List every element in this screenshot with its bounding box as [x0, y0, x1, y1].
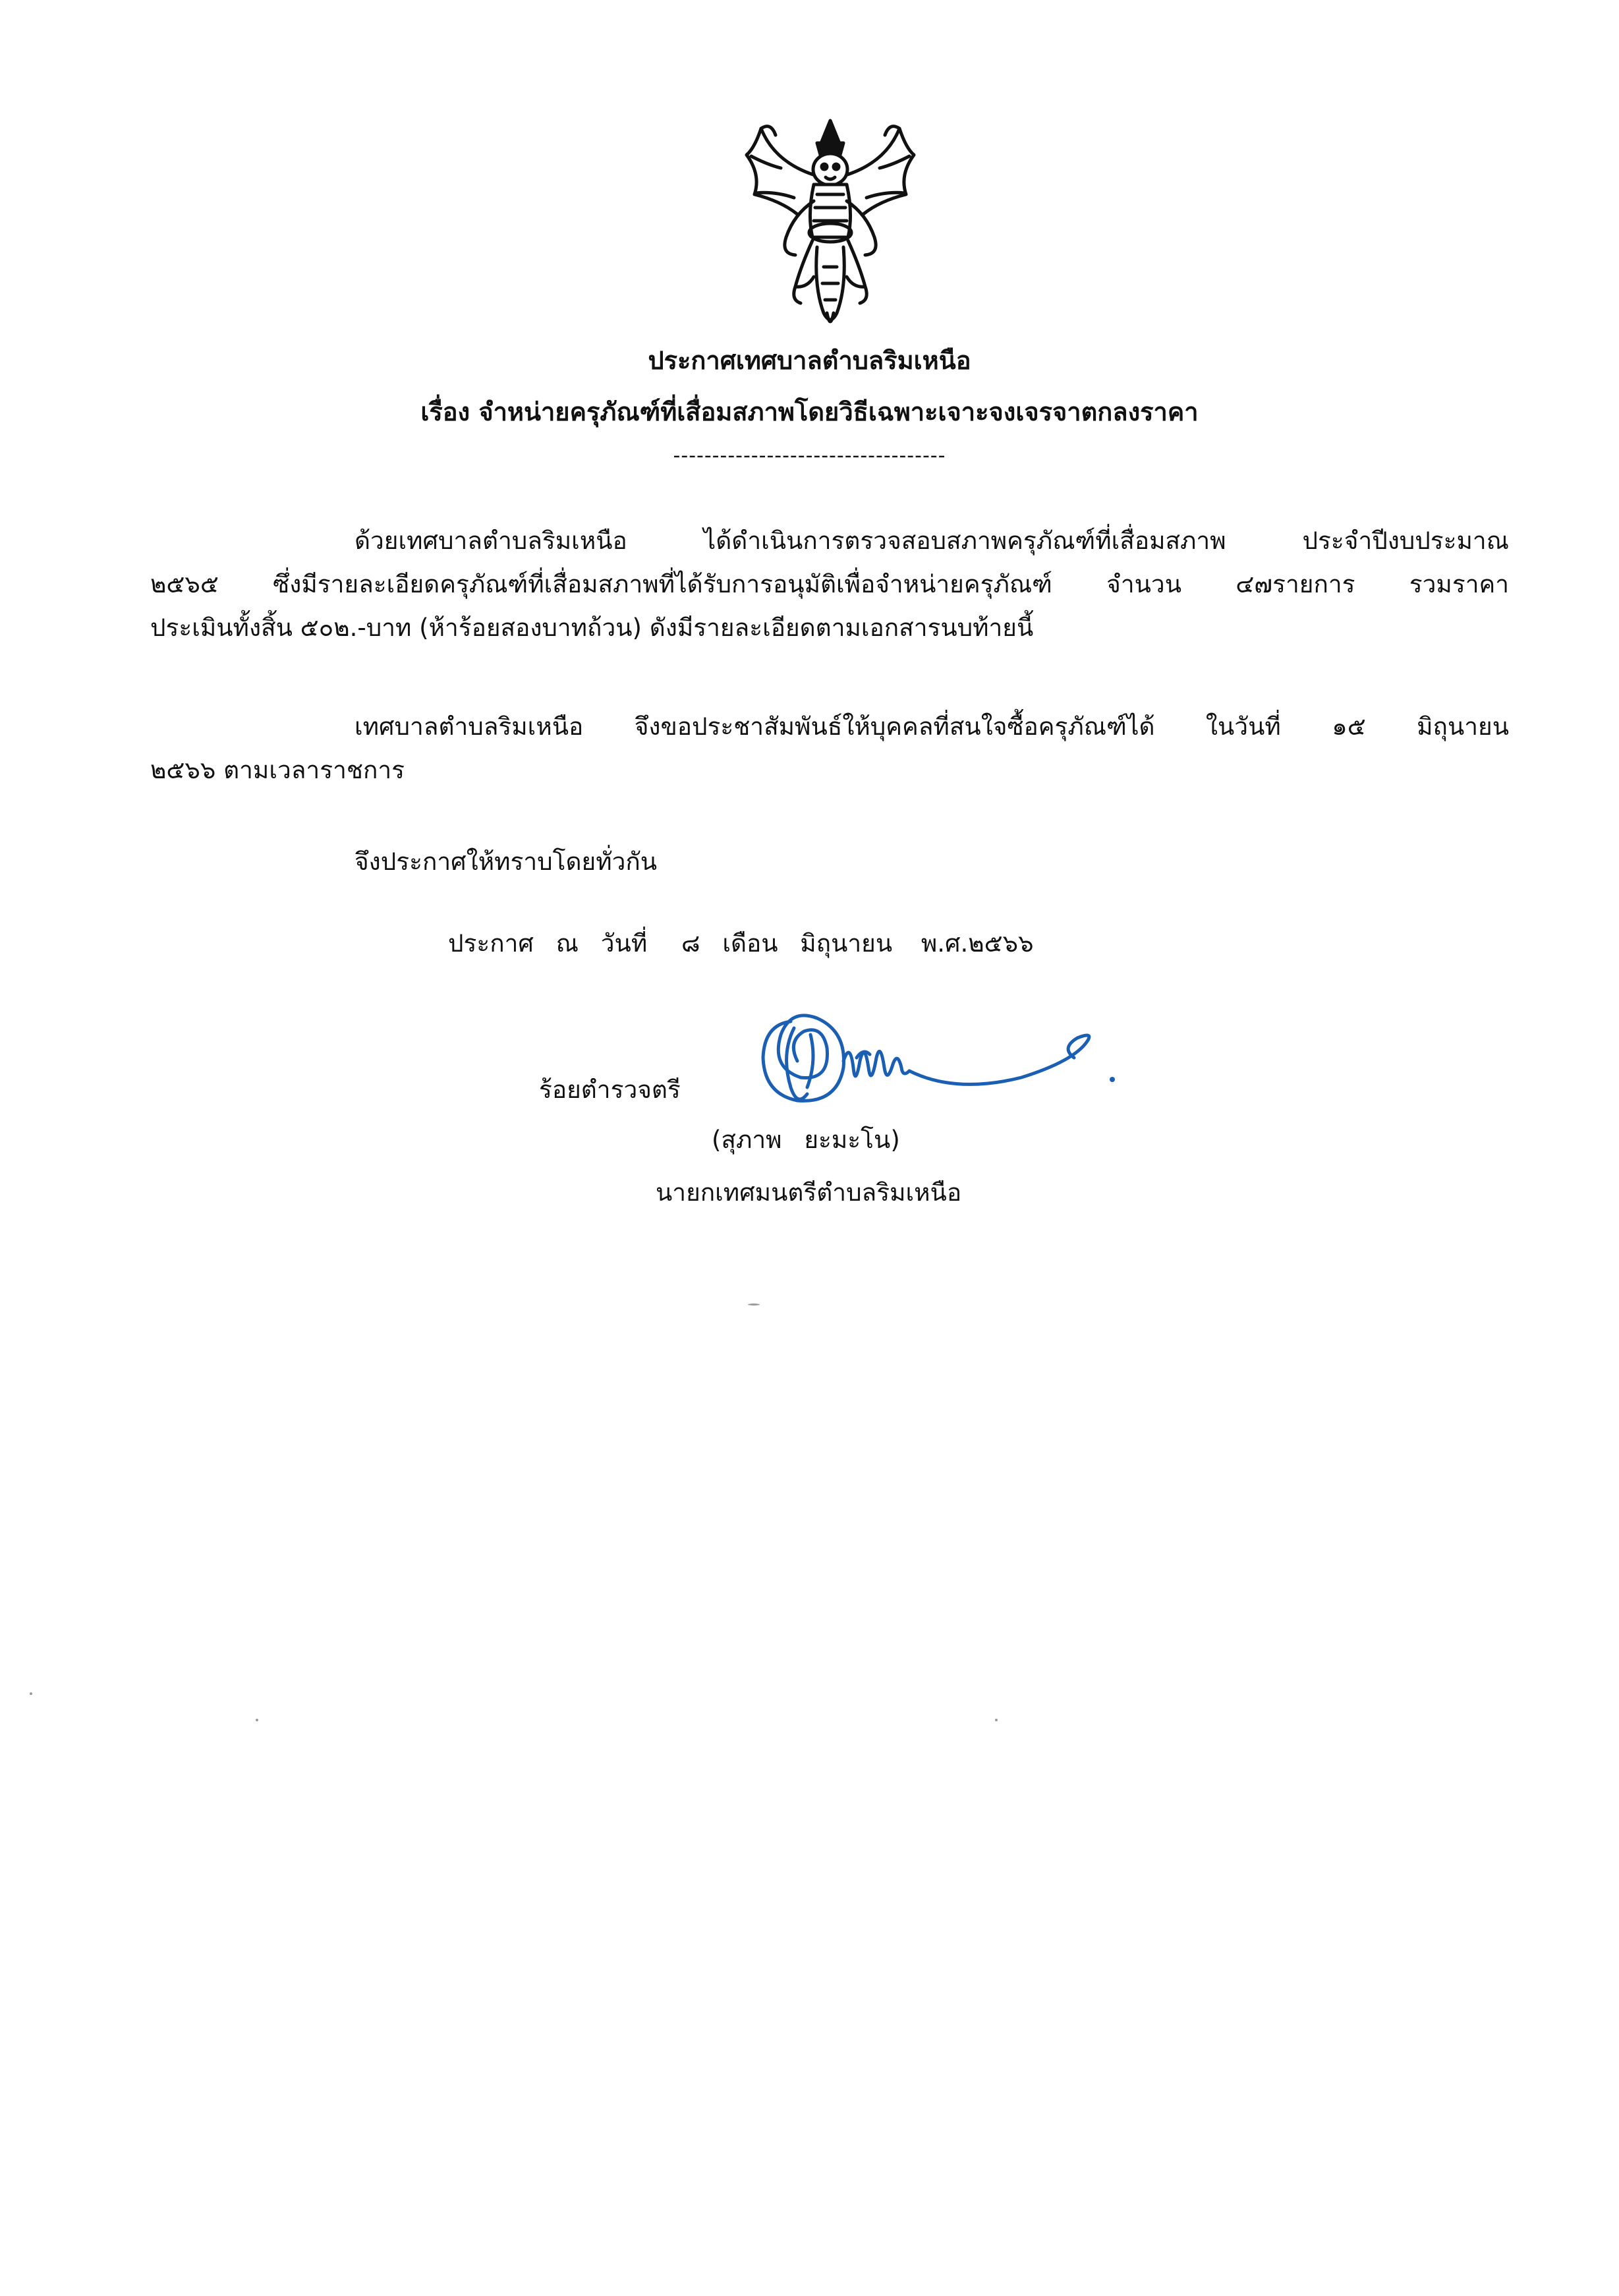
scan-speck [748, 1304, 760, 1306]
date-day-label: วันที่ [600, 929, 648, 958]
signature-image [745, 995, 1133, 1127]
separator-line: ----------------------------------- [673, 444, 946, 467]
signatory-surname: ยะมะโน) [804, 1126, 900, 1154]
announcement-subject: เรื่อง จำหน่ายครุภัณฑ์ที่เสื่อมสภาพโดยวิธีเฉพาะเจาะจงเจรจาตกลงราคา [420, 397, 1199, 426]
announcement-date [448, 924, 1048, 963]
paragraph-1-line-3: ประเมินทั้งสิ้น ๕๐๒.-บาท (ห้าร้อยสองบาทถ้วน) ดังมีรายละเอียดตามเอกสารนบท้ายนี้ [150, 614, 1034, 642]
paragraph-2-line-1: เทศบาลตำบลริมเหนือ จึงขอประชาสัมพันธ์ให้บุคคลที่สนใจซื้อครุภัณฑ์ได้ ในวันที่ ๑๕ มิถุนายน [355, 712, 1509, 741]
date-at: ณ [555, 929, 579, 958]
body-paragraph-2 [150, 705, 1509, 792]
signatory-name [712, 1120, 915, 1160]
signatory-position: นายกเทศมนตรีตำบลริมเหนือ [656, 1178, 962, 1207]
signatory-first-name: (สุภาพ [712, 1126, 782, 1154]
scan-speck [256, 1719, 258, 1721]
paragraph-1-line-1: ด้วยเทศบาลตำบลริมเหนือ ได้ดำเนินการตรวจสอบสภาพครุภัณฑ์ที่เสื่อมสภาพ ประจำปีงบประมาณ [355, 527, 1509, 555]
body-paragraph-1 [150, 519, 1509, 650]
date-year: พ.ศ.๒๕๖๖ [921, 929, 1034, 958]
date-prefix: ประกาศ [448, 929, 534, 958]
garuda-emblem-icon [735, 115, 926, 333]
date-month: มิถุนายน [800, 929, 893, 958]
date-day: ๘ [681, 929, 700, 958]
scan-speck [30, 1692, 32, 1695]
paragraph-1-line-2: ๒๕๖๕ ซึ่งมีรายละเอียดครุภัณฑ์ที่เสื่อมสภาพที่ได้รับการอนุมัติเพื่อจำหน่ายครุภัณฑ์ จำนวน ๔๗รายการ รวมราคา [150, 570, 1509, 598]
scan-speck [995, 1719, 998, 1721]
signatory-rank: ร้อยตำรวจตรี [539, 1076, 681, 1104]
paragraph-2-line-2: ๒๕๖๖ ตามเวลาราชการ [150, 756, 405, 784]
closing-statement: จึงประกาศให้ทราบโดยทั่วกัน [355, 847, 658, 876]
date-month-label: เดือน [722, 929, 778, 958]
announcement-title: ประกาศเทศบาลตำบลริมเหนือ [648, 346, 971, 375]
